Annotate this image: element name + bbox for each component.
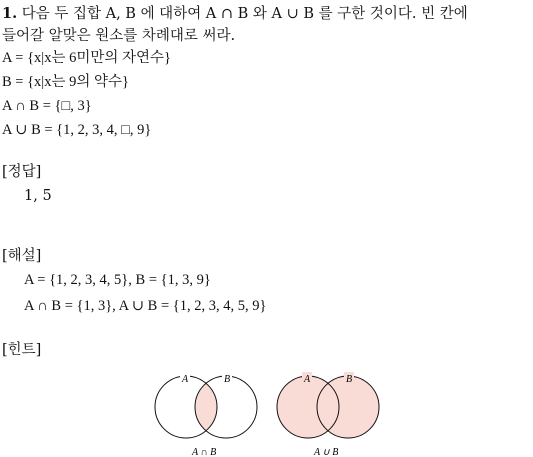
venn1-label-a: A: [182, 374, 189, 385]
problem-number: 1.: [2, 5, 18, 22]
venn1-caption: A ∩ B: [192, 447, 217, 457]
explanation-line-2: A ∩ B = {1, 3}, A ∪ B = {1, 2, 3, 4, 5, 9}: [24, 298, 267, 314]
venn2-label-a: A: [304, 374, 311, 385]
venn2-label-b: B: [346, 374, 353, 385]
set-b-definition: B = {x|x는 9의 약수}: [2, 74, 129, 90]
venn-intersection-diagram: [155, 372, 257, 457]
venn1-label-b: B: [224, 374, 231, 385]
hint-heading: [힌트]: [2, 342, 42, 358]
venn-union-diagram: [277, 372, 379, 457]
intersection-blank: A ∩ B = {□, 3}: [2, 98, 92, 114]
problem-text-1: 다음 두 집합 A, B 에 대하여 A ∩ B 와 A ∪ B 를 구한 것이다. 빈 칸에: [21, 6, 468, 22]
answer-heading: [정답]: [2, 164, 42, 180]
explanation-heading: [해설]: [2, 248, 42, 264]
union-blank: A ∪ B = {1, 2, 3, 4, □, 9}: [2, 122, 152, 138]
answer-value: 1, 5: [24, 188, 52, 204]
set-a-definition: A = {x|x는 6미만의 자연수}: [2, 50, 171, 66]
explanation-line-1: A = {1, 2, 3, 4, 5}, B = {1, 3, 9}: [24, 272, 211, 288]
venn2-caption: A ∪ B: [314, 447, 339, 457]
problem-text-2: 들어갈 알맞은 원소를 차례대로 써라.: [2, 28, 236, 44]
